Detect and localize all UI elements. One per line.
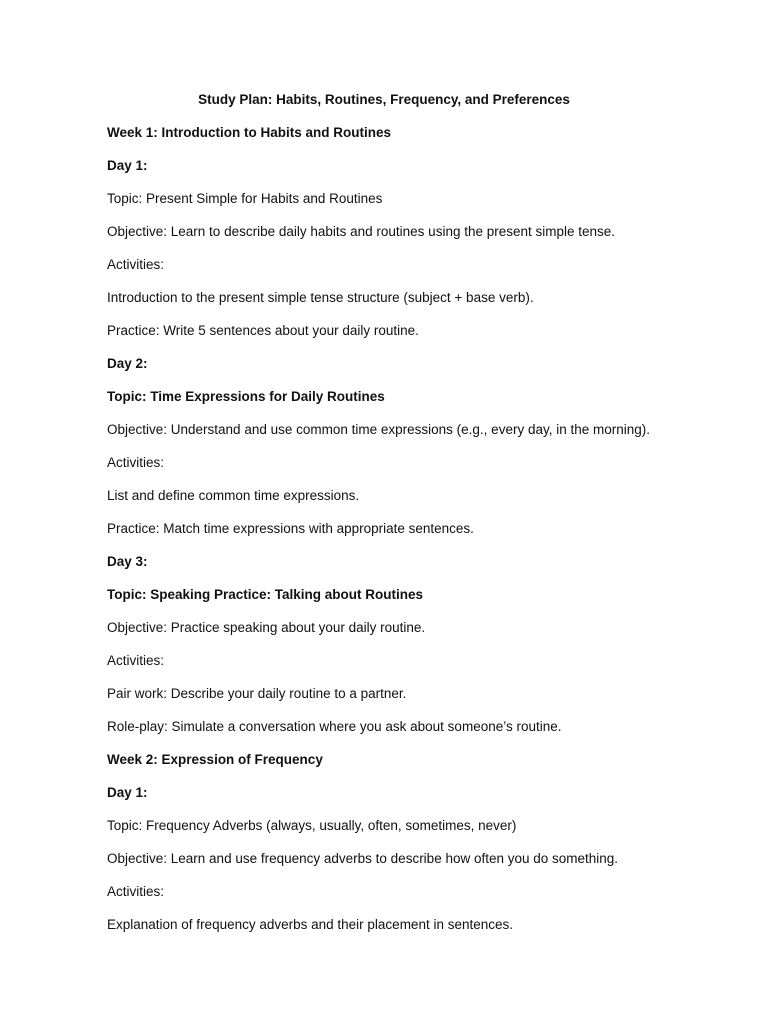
text-line: Pair work: Describe your daily routine to a partner. (107, 686, 407, 701)
text-line: Objective: Learn and use frequency adverbs to describe how often you do something. (107, 851, 619, 866)
text-line: Introduction to the present simple tense structure (subject + base verb). (107, 290, 534, 305)
text-line: Topic: Present Simple for Habits and Routines (107, 191, 383, 206)
text-line: Activities: (107, 653, 165, 668)
heading-line: Day 1: (107, 785, 148, 800)
heading-line: Week 2: Expression of Frequency (107, 752, 323, 767)
text-line: Explanation of frequency adverbs and their placement in sentences. (107, 917, 514, 932)
text-line: Practice: Write 5 sentences about your daily routine. (107, 323, 419, 338)
text-line: Activities: (107, 884, 165, 899)
text-line: Role-play: Simulate a conversation where you ask about someone’s routine. (107, 719, 562, 734)
heading-line: Topic: Time Expressions for Daily Routines (107, 389, 385, 404)
text-line: Practice: Match time expressions with appropriate sentences. (107, 521, 474, 536)
text-line: Objective: Learn to describe daily habits and routines using the present simple tense. (107, 224, 616, 239)
heading-line: Day 2: (107, 356, 148, 371)
heading-line: Week 1: Introduction to Habits and Routines (107, 125, 392, 140)
text-line: Objective: Practice speaking about your daily routine. (107, 620, 426, 635)
document-title: Study Plan: Habits, Routines, Frequency, and Preferences (198, 92, 570, 107)
heading-line: Day 3: (107, 554, 148, 569)
document-body (107, 124, 727, 949)
heading-line: Topic: Speaking Practice: Talking about Routines (107, 587, 424, 602)
text-line: Activities: (107, 455, 165, 470)
text-line: List and define common time expressions. (107, 488, 360, 503)
heading-line: Day 1: (107, 158, 148, 173)
text-line: Topic: Frequency Adverbs (always, usually, often, sometimes, never) (107, 818, 517, 833)
text-line: Objective: Understand and use common time expressions (e.g., every day, in the morning). (107, 422, 651, 437)
text-line: Activities: (107, 257, 165, 272)
